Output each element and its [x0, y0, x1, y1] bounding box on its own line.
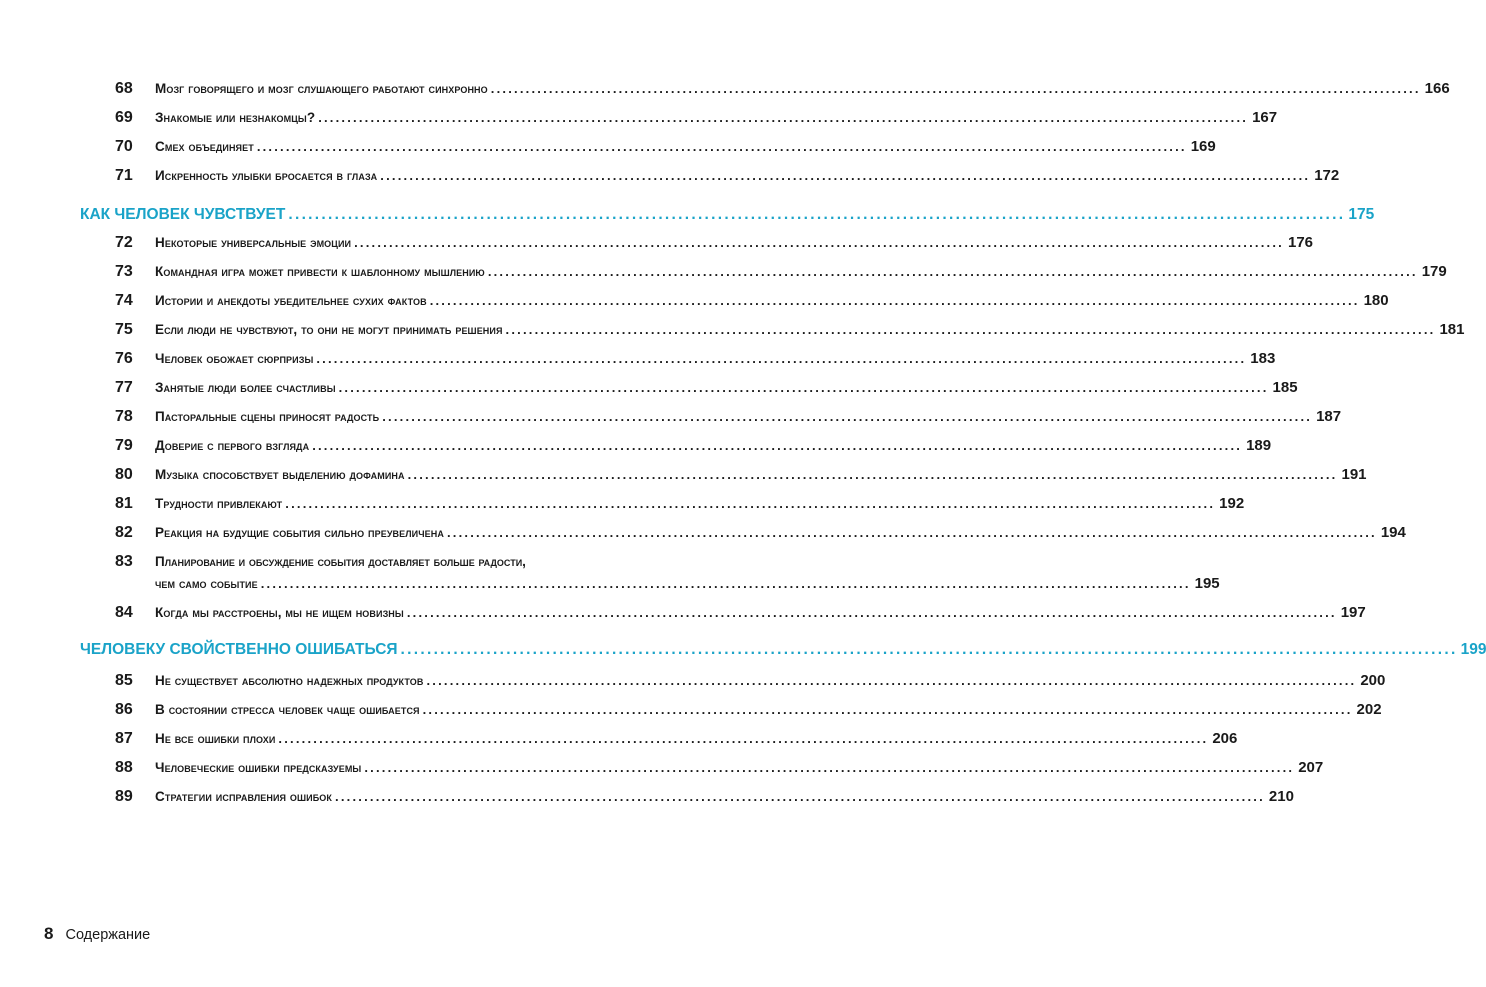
entry-title: Стратегии исправления ошибок — [155, 789, 333, 804]
entry-title: Если люди не чувствуют, то они не могут принимать решения — [155, 322, 503, 337]
dot-leader: ................................................................................................................................................................ — [487, 264, 1418, 279]
entry-number: 78 — [115, 408, 133, 425]
entry-page: 181 — [1439, 321, 1465, 338]
dot-leader: ................................................................................................................................................................ — [278, 731, 1209, 746]
entry-title: Некоторые универсальные эмоции — [155, 235, 352, 250]
dot-leader: ................................................................................................................................................................ — [382, 409, 1313, 424]
entry-title: Не все ошибки плохи — [155, 731, 276, 746]
entry-page: 166 — [1424, 80, 1450, 97]
entry-page: 185 — [1272, 379, 1298, 396]
toc-entry[interactable] — [0, 728, 1238, 750]
page-footer — [44, 924, 150, 944]
toc-entry[interactable] — [0, 261, 1447, 283]
dot-leader: ................................................................................................................................................................ — [426, 673, 1357, 688]
entry-title: В состоянии стресса человек чаще ошибается — [155, 702, 420, 717]
entry-page: 180 — [1363, 292, 1389, 309]
entry-title: Трудности привлекают — [155, 496, 283, 511]
dot-leader: ................................................................................................................................................................ — [285, 496, 1216, 511]
entry-page: 195 — [1194, 575, 1220, 592]
footer-label: Содержание — [65, 927, 151, 943]
toc-entry[interactable] — [0, 699, 1382, 721]
dot-leader: ................................................................................................................................................................ — [490, 81, 1421, 96]
entry-number: 72 — [115, 234, 133, 251]
entry-page: 189 — [1246, 437, 1272, 454]
toc-entry[interactable] — [0, 107, 1278, 129]
toc-entry[interactable] — [0, 165, 1340, 187]
dot-leader: ................................................................................................................................................................ — [260, 576, 1191, 591]
entry-number: 74 — [115, 292, 133, 309]
entry-page: 207 — [1298, 759, 1324, 776]
dot-leader: ................................................................................................................................................................ — [316, 351, 1247, 366]
toc-entry[interactable] — [0, 319, 1465, 341]
entry-title: Не существует абсолютно надежных продуктов — [155, 673, 424, 688]
entry-title: Музыка способствует выделению дофамина — [155, 467, 405, 482]
section-heading[interactable] — [80, 638, 1486, 662]
entry-page: 200 — [1360, 672, 1386, 689]
entry-title: Командная игра может привести к шаблонному мышлению — [155, 264, 485, 279]
toc-entry[interactable] — [0, 406, 1342, 428]
entry-title-line1: Планирование и обсуждение события доставляет больше радости, — [155, 554, 526, 569]
entry-number: 76 — [115, 350, 133, 367]
entry-page: 192 — [1219, 495, 1245, 512]
section-title: КАК ЧЕЛОВЕК ЧУВСТВУЕТ — [80, 206, 286, 223]
dot-leader: ................................................................................................................................................................ — [505, 322, 1436, 337]
dot-leader: ................................................................................................................................................................ — [446, 525, 1377, 540]
entry-title: Человек обожает сюрпризы — [155, 351, 314, 366]
entry-number: 79 — [115, 437, 133, 454]
entry-title: чем само событие — [155, 576, 258, 591]
footer-page-number: 8 — [44, 924, 54, 943]
entry-number: 77 — [115, 379, 133, 396]
section-page: 175 — [1348, 206, 1375, 223]
entry-number: 81 — [115, 495, 133, 512]
dot-leader: ................................................................................................................................................................ — [335, 789, 1265, 804]
entry-title: Мозг говорящего и мозг слушающего работают синхронно — [155, 81, 488, 96]
entry-number: 69 — [115, 109, 133, 126]
entry-page: 179 — [1421, 263, 1447, 280]
entry-number: 80 — [115, 466, 133, 483]
entry-page: 206 — [1212, 730, 1238, 747]
entry-title: Знакомые или незнакомцы? — [155, 110, 316, 125]
entry-page: 169 — [1190, 138, 1216, 155]
entry-title: Смех объединяет — [155, 139, 254, 154]
entry-page: 176 — [1287, 234, 1314, 251]
entry-number: 84 — [115, 604, 133, 621]
entry-page: 210 — [1268, 788, 1294, 805]
entry-title: Доверие с первого взгляда — [155, 438, 310, 453]
toc-entry[interactable] — [0, 464, 1367, 486]
entry-page: 167 — [1252, 109, 1278, 126]
toc-entry[interactable] — [0, 136, 1216, 158]
toc-entry[interactable] — [0, 78, 1450, 100]
entry-number: 82 — [115, 524, 133, 541]
entry-title: Занятые люди более счастливы — [155, 380, 336, 395]
toc-entry[interactable] — [0, 232, 1314, 254]
entry-page: 202 — [1356, 701, 1382, 718]
dot-leader: ................................................................................................................................................................ — [429, 293, 1360, 308]
toc-entry[interactable] — [0, 377, 1298, 399]
toc-entry[interactable] — [0, 602, 1366, 624]
entry-title: Человеческие ошибки предсказуемы — [155, 760, 362, 775]
entry-title: Искренность улыбки бросается в глаза — [155, 168, 378, 183]
entry-number: 87 — [115, 730, 133, 747]
entry-page: 183 — [1250, 350, 1276, 367]
entry-number: 68 — [115, 80, 133, 97]
dot-leader: ................................................................................................................................................................ — [338, 380, 1269, 395]
dot-leader: ................................................................................................................................................................ — [400, 641, 1458, 658]
dot-leader: ................................................................................................................................................................ — [380, 168, 1311, 183]
entry-page: 194 — [1380, 524, 1406, 541]
entry-number: 89 — [115, 788, 133, 805]
section-heading[interactable] — [80, 203, 1375, 227]
entry-number: 85 — [115, 672, 133, 689]
entry-number: 73 — [115, 263, 133, 280]
toc-entry[interactable] — [0, 348, 1276, 370]
dot-leader: ................................................................................................................................................................ — [406, 605, 1337, 620]
entry-number: 70 — [115, 138, 133, 155]
entry-page: 191 — [1341, 466, 1367, 483]
entry-number: 83 — [115, 553, 133, 570]
entry-page: 187 — [1316, 408, 1342, 425]
entry-page: 197 — [1340, 604, 1366, 621]
toc-entry[interactable] — [0, 670, 1386, 692]
entry-title: Когда мы расстроены, мы не ищем новизны — [155, 605, 404, 620]
entry-title: Истории и анекдоты убедительнее сухих фактов — [155, 293, 427, 308]
entry-number: 86 — [115, 701, 133, 718]
toc-entry[interactable] — [0, 551, 1220, 595]
entry-number: 71 — [115, 167, 133, 184]
dot-leader: ................................................................................................................................................................ — [288, 206, 1346, 223]
entry-title: Реакция на будущие события сильно преувеличена — [155, 525, 444, 540]
toc-entry[interactable] — [0, 522, 1406, 544]
toc-entry[interactable] — [0, 290, 1389, 312]
dot-leader: ................................................................................................................................................................ — [256, 139, 1187, 154]
toc-entry[interactable] — [0, 786, 1294, 808]
dot-leader: ................................................................................................................................................................ — [354, 235, 1284, 250]
toc-entry[interactable] — [0, 435, 1272, 457]
section-page: 199 — [1460, 641, 1486, 658]
toc-entry[interactable] — [0, 493, 1245, 515]
entry-number: 88 — [115, 759, 133, 776]
toc-entry[interactable] — [0, 757, 1324, 779]
entry-title: Пасторальные сцены приносят радость — [155, 409, 380, 424]
entry-number: 75 — [115, 321, 133, 338]
dot-leader: ................................................................................................................................................................ — [407, 467, 1338, 482]
dot-leader: ................................................................................................................................................................ — [364, 760, 1295, 775]
entry-page: 172 — [1314, 167, 1340, 184]
dot-leader: ................................................................................................................................................................ — [318, 110, 1249, 125]
dot-leader: ................................................................................................................................................................ — [422, 702, 1353, 717]
section-title: ЧЕЛОВЕКУ СВОЙСТВЕННО ОШИБАТЬСЯ — [80, 641, 398, 658]
dot-leader: ................................................................................................................................................................ — [312, 438, 1243, 453]
